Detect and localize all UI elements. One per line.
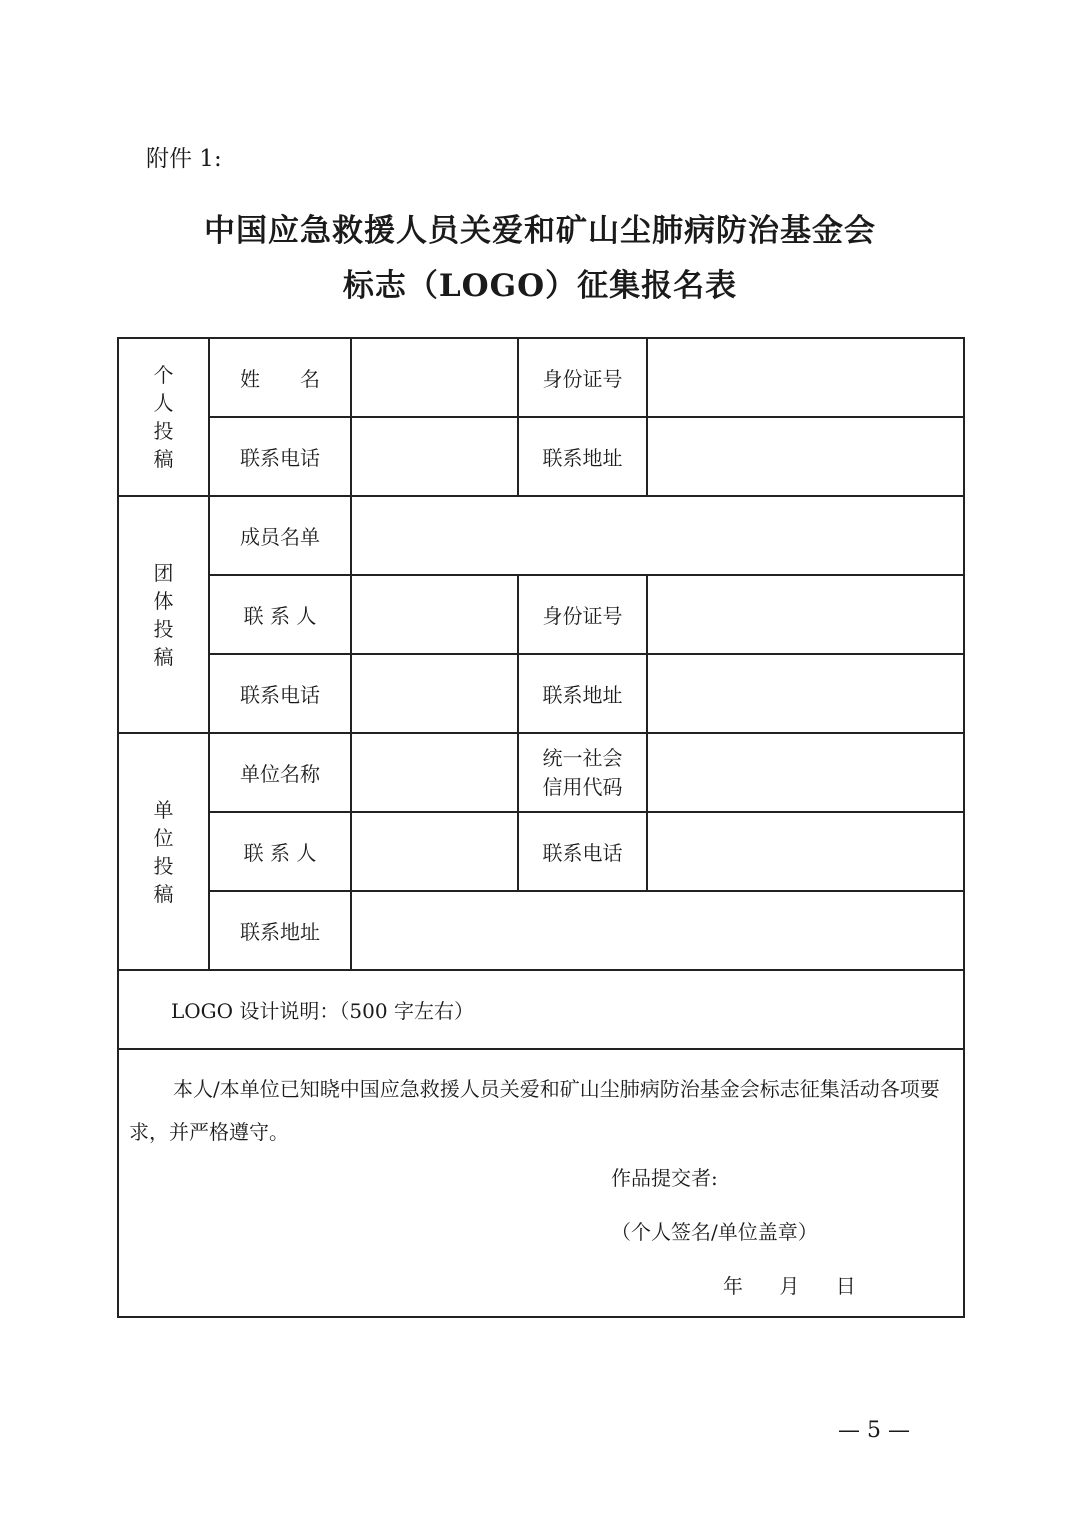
credit-code-label-line-2: 信用代码	[542, 774, 623, 799]
individual-name-field[interactable]	[351, 338, 518, 417]
attachment-label: 附件 1:	[146, 146, 222, 172]
individual-name-label: 姓 名	[209, 338, 351, 417]
unit-phone-field[interactable]	[647, 812, 964, 891]
group-phone-label: 联系电话	[209, 654, 351, 733]
group-members-label: 成员名单	[209, 496, 351, 575]
section-unit	[118, 733, 209, 970]
unit-contact-label: 联 系 人	[209, 812, 351, 891]
unit-address-field[interactable]	[351, 891, 964, 970]
individual-address-label: 联系地址	[518, 417, 647, 496]
registration-form	[117, 337, 965, 1318]
individual-id-label: 身份证号	[518, 338, 647, 417]
section-unit-label: 单位投稿	[153, 797, 174, 906]
individual-id-field[interactable]	[647, 338, 964, 417]
page-number: — 5 —	[838, 1418, 910, 1443]
individual-phone-label: 联系电话	[209, 417, 351, 496]
group-address-field[interactable]	[647, 654, 964, 733]
credit-code-label	[518, 733, 647, 812]
unit-contact-field[interactable]	[351, 812, 518, 891]
credit-code-label-line-1: 统一社会	[542, 745, 623, 770]
group-contact-label: 联 系 人	[209, 575, 351, 654]
section-group-label: 团体投稿	[153, 560, 174, 669]
signature-label: （个人签名/单位盖章）	[611, 1220, 818, 1244]
group-id-label: 身份证号	[518, 575, 647, 654]
declaration-statement: 本人/本单位已知晓中国应急救援人员关爱和矿山尘肺病防治基金会标志征集活动各项要求，并严格遵守。	[129, 1077, 940, 1144]
individual-address-field[interactable]	[647, 417, 964, 496]
declaration-cell	[118, 1049, 964, 1317]
credit-code-field[interactable]	[647, 733, 964, 812]
section-individual-label: 个人投稿	[153, 363, 174, 471]
date-label: 年 月 日	[723, 1274, 856, 1298]
group-contact-field[interactable]	[351, 575, 518, 654]
group-members-field[interactable]	[351, 496, 964, 575]
form-title-line-1: 中国应急救援人员关爱和矿山尘肺病防治基金会	[204, 213, 876, 249]
submitter-label: 作品提交者:	[611, 1166, 718, 1190]
individual-phone-field[interactable]	[351, 417, 518, 496]
group-id-field[interactable]	[647, 575, 964, 654]
unit-phone-label: 联系电话	[518, 812, 647, 891]
group-address-label: 联系地址	[518, 654, 647, 733]
section-group	[118, 496, 209, 733]
logo-description-label: LOGO 设计说明：（500 字左右）	[171, 999, 474, 1023]
unit-address-label: 联系地址	[209, 891, 351, 970]
group-phone-field[interactable]	[351, 654, 518, 733]
logo-description-field[interactable]	[118, 970, 964, 1049]
section-individual	[118, 338, 209, 496]
form-title-line-2: 标志（LOGO）征集报名表	[342, 268, 738, 304]
unit-name-label: 单位名称	[209, 733, 351, 812]
unit-name-field[interactable]	[351, 733, 518, 812]
